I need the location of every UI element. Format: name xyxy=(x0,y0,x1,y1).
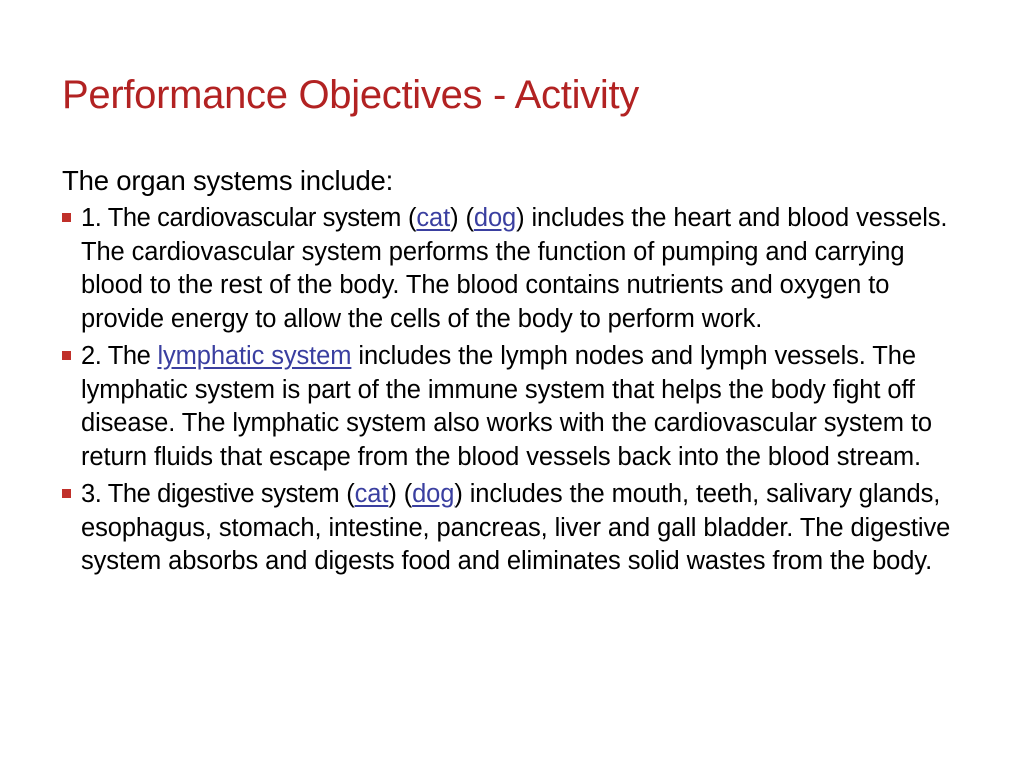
square-bullet-icon xyxy=(62,213,71,222)
item-description: ) includes the mouth, teeth, salivary glands, esophagus, stomach, intestine, pancreas, liver and gall bladder. The digestive system absorbs and digests food and eliminates solid wastes from the body. xyxy=(81,480,951,575)
slide-body xyxy=(62,164,972,583)
cat-link[interactable]: cat xyxy=(416,204,451,232)
item-lead: 1. The cardiovascular system xyxy=(81,204,401,232)
dog-link[interactable]: dog xyxy=(473,204,517,232)
dog-link[interactable]: dog xyxy=(412,480,455,508)
slide-title: Performance Objectives - Activity xyxy=(62,73,639,117)
paren-text: ( xyxy=(339,480,355,508)
lymphatic-system-link[interactable]: lymphatic system xyxy=(157,342,352,370)
paren-text: ) ( xyxy=(388,480,413,508)
paren-text: ) ( xyxy=(450,204,474,232)
list-item-lymphatic xyxy=(62,340,972,474)
organ-systems-list xyxy=(62,202,972,579)
item-lead: 2. The xyxy=(81,342,151,370)
cat-link[interactable]: cat xyxy=(354,480,389,508)
square-bullet-icon xyxy=(62,489,71,498)
item-lead: 3. The digestive system xyxy=(81,480,340,508)
square-bullet-icon xyxy=(62,351,71,360)
list-item-cardiovascular xyxy=(62,202,972,336)
intro-text: The organ systems include: xyxy=(62,165,394,196)
list-item-digestive xyxy=(62,478,972,579)
item-description: includes the lymph nodes and lymph vessels. The lymphatic system is part of the immune system that helps the body fight off disease. The lymphatic system also works with the cardiovascular system to return fluids that escape from the blood vessels back into the blood stream. xyxy=(81,342,932,471)
item-description: ) includes the heart and blood vessels. The cardiovascular system performs the function of pumping and carrying blood to the rest of the body. The blood contains nutrients and oxygen to provide energy to allow the cells of the body to perform work. xyxy=(81,204,948,333)
paren-text: ( xyxy=(400,204,417,232)
